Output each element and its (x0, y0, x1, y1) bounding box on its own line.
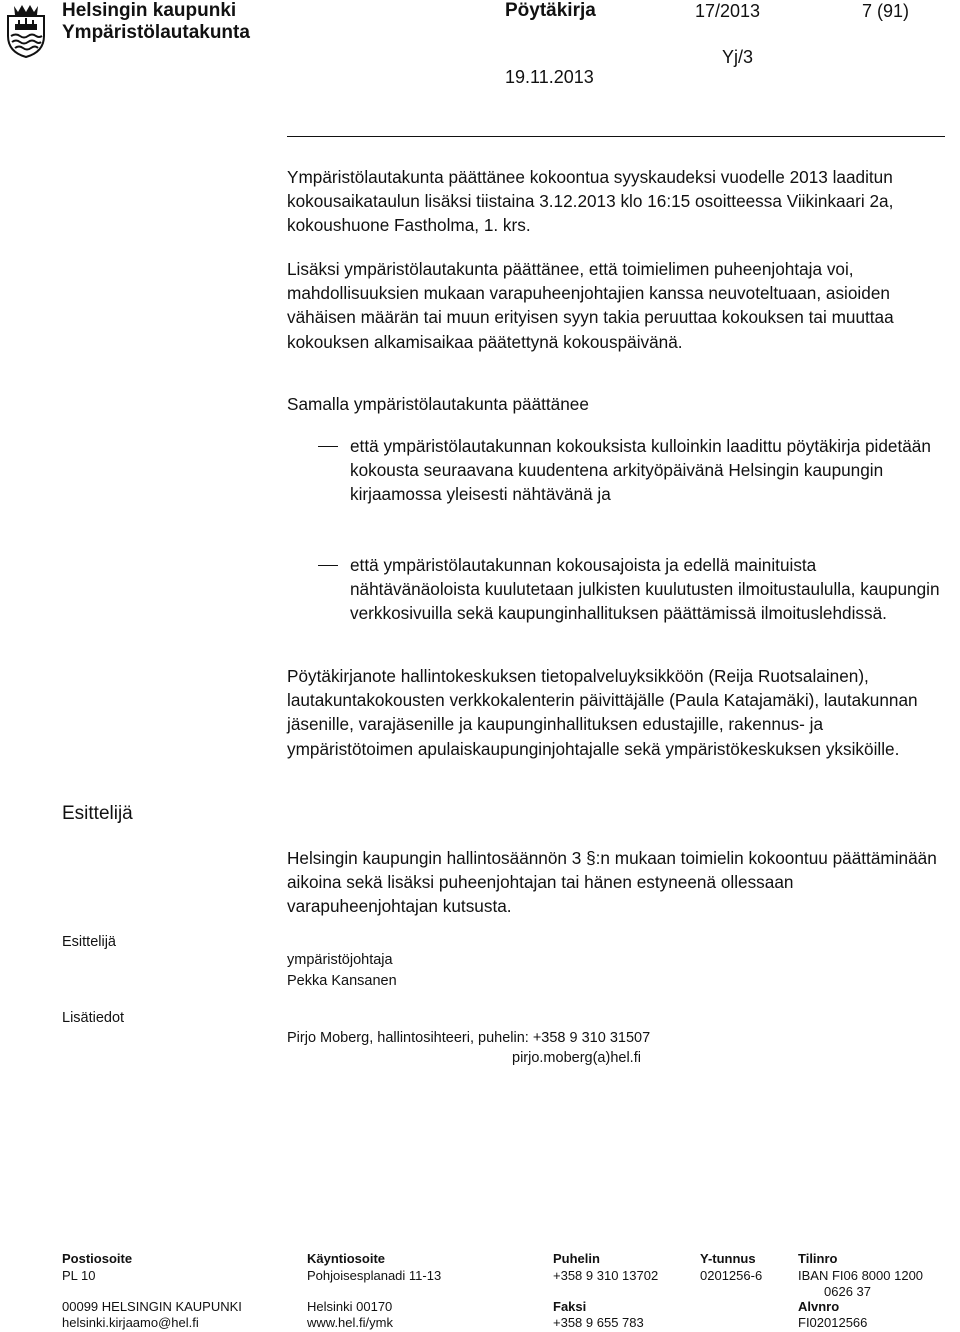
page-number: 7 (91) (862, 1, 910, 21)
footer-vat-number: FI02012566 (798, 1315, 868, 1330)
presenter-rule-text: Helsingin kaupungin hallintosäännön 3 §:n mukaan toimielin kokoontuu päättäminään aikoina sekä lisäksi puheenjohtajan tai hänen estyneenä ollessaan varapuheenjohtajan kutsusta. (287, 848, 937, 917)
footer-visit-city: Helsinki 00170 (307, 1299, 393, 1314)
footer-account-iban-cont: 0626 37 (824, 1284, 871, 1299)
meeting-date: 19.11.2013 (505, 67, 594, 87)
footer-business-id: 0201256-6 (700, 1268, 763, 1283)
footer-account-heading: Tilinro (798, 1251, 838, 1266)
footer-email-link[interactable]: helsinki.kirjaamo@hel.fi (62, 1315, 199, 1330)
section-code: Yj/3 (722, 47, 754, 67)
footer-business-id-heading: Y-tunnus (700, 1251, 756, 1266)
paragraph-chair-authority: Lisäksi ympäristölautakunta päättänee, että toimielimen puheenjohtaja voi, mahdollisuuksien mukaan varapuheenjohtajien kanssa neuvoteltuaan, asioiden vähäisen määrän tai muun erityisen syyn takia peruuttaa kokouksen tai muuttaa kokouksen alkamisaikaa päätettynä kokouspäivänä. (287, 259, 894, 352)
paragraph-distribution: Pöytäkirjanote hallintokeskuksen tietopalveluyksikköön (Reija Ruotsalainen), lautakuntakokousten verkkokalenterin päivittäjälle (Paula Katajamäki), lautakunnan jäsenille, varajäsenille ja kaupunginhallituksen edustajille, rakennus- ja ympäristötoimen apulaiskaupunginjohtajalle sekä ympäristökeskuksen yksiköille. (287, 666, 918, 759)
footer-phone-number: +358 9 310 13702 (553, 1268, 659, 1283)
footer-visit-street: Pohjoisesplanadi 11-13 (307, 1268, 442, 1283)
footer-postal-box: PL 10 (62, 1268, 96, 1283)
footer-vat-heading: Alvnro (798, 1299, 840, 1314)
bullet-item-announcements: että ympäristölautakunnan kokousajoista ja edellä mainituista nähtävänäoloista kuulutetaan julkisten kuulutusten ilmoitustaululla, kaupungin verkkosivuilla sekä kaupunginhallituksen päättämissä ilmoituslehdissä. (350, 555, 940, 624)
bullet-dash-1 (318, 446, 338, 447)
footer-account-iban: IBAN FI06 8000 1200 (798, 1268, 924, 1283)
info-email: pirjo.moberg(a)hel.fi (512, 1050, 641, 1066)
paragraph-resolution-intro: Samalla ympäristölautakunta päättänee (287, 394, 589, 414)
presenter-heading: Esittelijä (62, 803, 133, 824)
footer-phone-heading: Puhelin (553, 1251, 600, 1266)
footer-fax-heading: Faksi (553, 1299, 587, 1314)
footer-postal-heading: Postiosoite (62, 1251, 133, 1266)
info-contact: Pirjo Moberg, hallintosihteeri, puhelin: +358 9 310 31507 (287, 1030, 651, 1046)
footer-postal-city: 00099 HELSINGIN KAUPUNKI (62, 1299, 242, 1314)
helsinki-crest-logo (4, 2, 48, 58)
presenter-label: Esittelijä (62, 934, 116, 950)
footer-fax-number: +358 9 655 783 (553, 1315, 644, 1330)
presenter-role: ympäristöjohtaja (287, 952, 393, 968)
header-divider (287, 136, 945, 137)
org-name: Helsingin kaupunki (62, 0, 237, 21)
document-number: 17/2013 (695, 1, 761, 21)
footer-visit-heading: Käyntiosoite (307, 1251, 386, 1266)
bullet-dash-2 (318, 565, 338, 566)
info-label: Lisätiedot (62, 1010, 125, 1026)
footer-website-link[interactable]: www.hel.fi/ymk (307, 1315, 393, 1330)
document-type: Pöytäkirja (505, 0, 596, 21)
paragraph-schedule: Ympäristölautakunta päättänee kokoontua syyskaudeksi vuodelle 2013 laaditun kokousaikataulun lisäksi tiistaina 3.12.2013 klo 16:15 osoitteessa Viikinkaari 2a, kokoushuone Fastholma, 1. krs. (287, 167, 894, 236)
committee-name: Ympäristölautakunta (62, 22, 250, 43)
bullet-item-minutes: että ympäristölautakunnan kokouksista kulloinkin laadittu pöytäkirja pidetään kokousta seuraavana kuudentena arkityöpäivänä Helsingin kaupungin kirjaamossa yleisesti nähtävänä ja (350, 436, 931, 505)
presenter-name: Pekka Kansanen (287, 973, 397, 989)
